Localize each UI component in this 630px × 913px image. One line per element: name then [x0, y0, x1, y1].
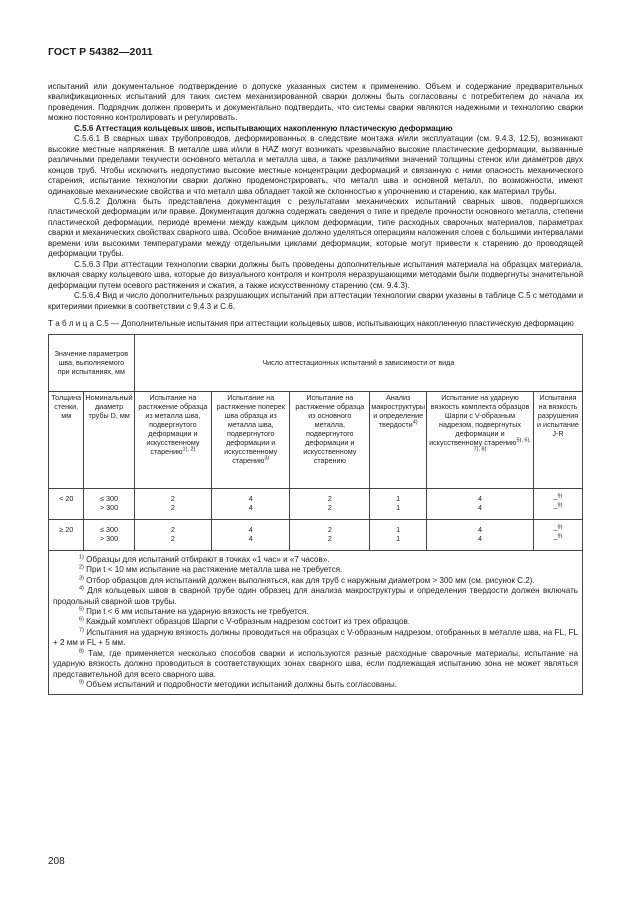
- column-header: Испытание на растяжение поперек шва образца из металла шва, подвергнутого деформации и искусственному старению$^{3)}$: [212, 392, 290, 489]
- footnote-2: $^{2)}$ При t < 10 мм испытание на растяжение металла шва не требуется.: [79, 564, 343, 575]
- thickness-cell: ≥ 20: [49, 520, 84, 551]
- footnote-9: $^{9)}$ Объем испытаний и подробности методики испытаний должны быть согласованы.: [79, 679, 397, 689]
- table-row-group-thin: [49, 489, 583, 520]
- value-cell: 2 2: [290, 520, 370, 551]
- table-caption: [48, 319, 583, 329]
- value-cell: –$^{9)}$ –$^{9)}$: [533, 489, 582, 520]
- footnote-8: $^{8)}$ Там, где применяется несколько способов сварки и используются разные расходные сварочные материалы, испытание на ударную вязкость должно проводиться в соответствующих зонах сварного шва, если подлежащая испытанию зона не может являться представительной для всего сварного шва.: [53, 648, 579, 679]
- footnotes-cell: [49, 551, 583, 695]
- column-header: Испытание на ударную вязкость комплекта образцов Шарпи с V-образным надрезом, подвергнутых деформации и искусственному старению$^{5), 6), 7), 8)}$: [427, 392, 534, 489]
- value-cell: 1 1: [370, 489, 427, 520]
- value-cell: 1 1: [370, 520, 427, 551]
- thickness-cell: < 20: [49, 489, 84, 520]
- value-cell: 4 4: [427, 489, 534, 520]
- footnote-4: $^{4)}$ Для кольцевых швов в сварной трубе один образец для анализа макроструктуры и определения твердости должен включать продольный сварной шов трубы.: [53, 585, 578, 606]
- column-header: Анализ макроструктуры и определение твердости$^{4)}$: [370, 392, 427, 489]
- value-cell: 4 4: [212, 489, 290, 520]
- section-heading: С.5.6 Аттестация кольцевых швов, испытывающих накопленную пластическую деформацию: [74, 123, 453, 133]
- value-cell: 2 2: [290, 489, 370, 520]
- value-cell: 2 2: [134, 489, 211, 520]
- diameter-cell: ≤ 300 > 300: [84, 520, 134, 551]
- column-header: Испытание на растяжение образца из основного металла, подвергнутого деформации и искусственному старению: [290, 392, 370, 489]
- column-header: Номинальный диаметр трубы D, мм: [84, 392, 134, 489]
- table-column-header-row: [49, 392, 583, 489]
- document-body: [48, 82, 583, 695]
- value-cell: 2 2: [134, 520, 211, 551]
- value-cell: 4 4: [427, 520, 534, 551]
- footnote-3: $^{3)}$ Отбор образцов для испытаний должен выполняться, как для труб с наружным диаметром > 300 мм (см. рисунок С.2).: [79, 575, 535, 585]
- table-caption-text: — Дополнительные испытания при аттестации кольцевых швов, испытывающих накопленную пластическую деформацию: [108, 318, 574, 328]
- paragraph-c561: С.5.6.1 В сварных швах трубопроводов, деформированных в следствие монтажа и/или эксплуатации (см. 9.4.3, 12.5), возникают высокие местные напряжения. В металле шва и/или в HAZ могут возникать чрезвычайно высокие пластические деформации, вызванные различными пределами текучести основного металла и металла шва, а также различиями значений толщины стенок или диаметров двух концов труб. Чтобы исключить недопустимо высокие местные концентрации деформаций и связанную с ними опасность механического старения, испытание технологии сварки должно продемонстрировать, что металл шва и основной металл, по возможности, имеют одинаковые механические свойства и что металл шва обладает такой же склонностью к упрочнению и старению, как материал трубы.: [48, 134, 583, 196]
- diameter-cell: ≤ 300 > 300: [84, 489, 134, 520]
- table-row-group-thick: [49, 520, 583, 551]
- table-group-header-row: [49, 335, 583, 392]
- footnote-7: $^{7)}$ Испытания на ударную вязкость должны проводиться на образцах с V-образным надрезом, отобранных в металле шва, на FL, FL + 2 мм и FL + 5 мм.: [53, 627, 578, 648]
- column-header: Испытание на растяжение образца из металла шва, подвергнутого деформации и искусственному старению$^{1), 2)}$: [134, 392, 211, 489]
- footnote-6: $^{6)}$ Каждый комплект образцов Шарпи с V-образным надрезом состоит из трех образцов.: [79, 616, 411, 627]
- table-caption-prefix: Т а б л и ц а С.5: [48, 318, 109, 328]
- paragraph-continuation: испытаний или документальное подтверждение о допуске указанных систем к применению. Объем и содержание предварительных квалификационных испытаний для таких систем механизированной сварки должны быть согласованы с потребителем до начала их проведения. Подрядчик должен проверить и документально подтвердить, что системы сварки являются надежными и технологию сварки можно постоянно контролировать и регулировать.: [48, 82, 583, 123]
- page-number: 208: [48, 856, 65, 867]
- group-header-count: Число аттестационных испытаний в зависимости от вида: [134, 335, 582, 392]
- document-header: ГОСТ Р 54382—2011: [48, 46, 153, 58]
- column-header: Толщина стенки, мм: [49, 392, 84, 489]
- group-header-params: Значение параметров шва, выполняемого при испытаниях, мм: [49, 335, 135, 392]
- table-footnotes-row: [49, 551, 583, 695]
- footnote-5: $^{5)}$ При t < 6 мм испытание на ударную вязкость не требуется.: [79, 606, 309, 617]
- value-cell: 4 4: [212, 520, 290, 551]
- value-cell: –$^{9)}$ –$^{9)}$: [533, 520, 582, 551]
- table-c5: [48, 334, 583, 695]
- paragraph-c563: С.5.6.3 При аттестации технологии сварки должны быть проведены дополнительные испытания материала на образцах материала, включая сварку кольцевого шва, которые до визуального контроля и контроля неразрушающими методами были подвергнуты значительной деформации путем осевого растяжения и сжатия, а также искусственному старению (см. 9.4.3).: [48, 259, 583, 290]
- footnote-1: $^{1)}$ Образцы для испытаний отбирают в точках «1 час» и «7 часов».: [79, 554, 330, 565]
- paragraph-c562: С.5.6.2 Должна быть представлена документация с результатами механических испытаний сварных швов, подвергшихся пластической деформации или правке. Документация должна содержать сведения о типе и пределе прочности основного металла, степени пластической деформации, периоде времени между каждым циклом деформации, типе расходных сварочных материалов, параметрах сварки и механических свойствах сварного шва. Особое внимание должно уделяться операциям наложения слоев с большими интервалами времени или высокими температурами между отдельными циклами деформации, которые могут привести к старению до проводящей деформации трубы.: [48, 196, 583, 259]
- column-header: Испытания на вязкость разрушения и испытание J-R: [533, 392, 582, 489]
- paragraph-c564: С.5.6.4 Вид и число дополнительных разрушающих испытаний при аттестации технологии сварки указаны в таблице С.5 с методами и критериями приемки в соответствии с 9.4.3 и С.6.: [48, 291, 583, 311]
